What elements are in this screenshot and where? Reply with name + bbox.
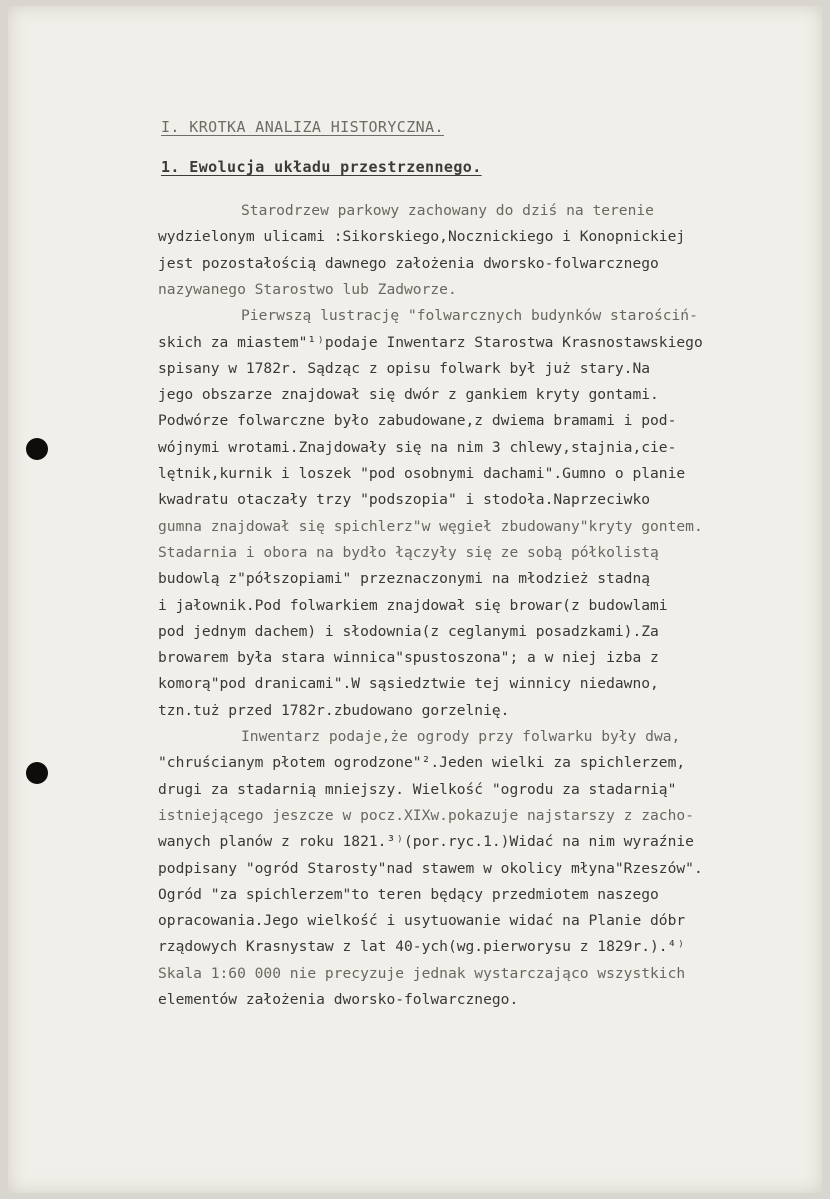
text-line: istniejącego jeszcze w pocz.XIXw.pokazuje najstarszy z zacho- — [158, 806, 694, 824]
punch-hole-lower — [26, 762, 48, 784]
section-heading: 1. Ewolucja układu przestrzennego. — [161, 158, 482, 176]
text-line: nazywanego Starostwo lub Zadworze. — [158, 280, 457, 298]
text-line: lętnik,kurnik i loszek "pod osobnymi dachami".Gumno o planie — [158, 465, 686, 482]
text-line: Podwórze folwarczne było zabudowane,z dwiema bramami i pod- — [158, 412, 677, 430]
text-line: Pierwszą lustrację "folwarcznych budynków starościń- — [241, 307, 698, 325]
text-line: skich za miastem"¹⁾podaje Inwentarz Starostwa Krasnostawskiego — [158, 333, 703, 351]
text-line: tzn.tuż przed 1782r.zbudowano gorzelnię. — [158, 701, 510, 719]
text-line: "chruścianym płotem ogrodzone"².Jeden wielki za spichlerzem, — [158, 754, 686, 772]
text-line: Starodrzew parkowy zachowany do dziś na terenie — [241, 202, 654, 219]
text-line: jest pozostałością dawnego założenia dworsko-folwarcznego — [158, 254, 659, 272]
text-line: podpisany "ogród Starosty"nad stawem w okolicy młyna"Rzeszów". — [158, 859, 703, 877]
text-line: Inwentarz podaje,że ogrody przy folwarku były dwa, — [241, 728, 681, 745]
text-line: Ogród "za spichlerzem"to teren będący przedmiotem naszego — [158, 885, 659, 903]
punch-hole-upper — [26, 438, 48, 460]
text-line: Skala 1:60 000 nie precyzuje jednak wystarczająco wszystkich — [158, 964, 686, 982]
chapter-heading: I. KROTKA ANALIZA HISTORYCZNA. — [161, 118, 444, 136]
text-line: rządowych Krasnystaw z lat 40-ych(wg.pierworysu z 1829r.).⁴⁾ — [158, 938, 686, 956]
text-line: kwadratu otaczały trzy "podszopia" i stodoła.Naprzeciwko — [158, 491, 651, 509]
text-line: elementów założenia dworsko-folwarcznego. — [158, 991, 519, 1008]
text-line: browarem była stara winnica"spustoszona"; a w niej izba z — [158, 649, 659, 667]
text-line: spisany w 1782r. Sądząc z opisu folwark był już stary.Na — [158, 359, 651, 377]
text-line: wydzielonym ulicami :Sikorskiego,Nocznickiego i Konopnickiej — [158, 228, 686, 246]
text-line: drugi za stadarnią mniejszy. Wielkość "ogrodu za stadarnią" — [158, 780, 677, 798]
text-line: i jałownik.Pod folwarkiem znajdował się browar(z budowlami — [158, 596, 668, 614]
document-page — [8, 6, 822, 1193]
text-line: Stadarnia i obora na bydło łączyły się ze sobą półkolistą — [158, 543, 659, 561]
text-line: wanych planów z roku 1821.³⁾(por.ryc.1.)Widać na nim wyraźnie — [158, 833, 694, 851]
text-line: gumna znajdował się spichlerz"w węgieł zbudowany"kryty gontem. — [158, 517, 703, 535]
text-line: pod jednym dachem) i słodownia(z ceglanymi posadzkami).Za — [158, 622, 659, 640]
text-line: wójnymi wrotami.Znajdowały się na nim 3 chlewy,stajnia,cie- — [158, 438, 677, 456]
text-line: jego obszarze znajdował się dwór z gankiem kryty gontami. — [158, 386, 659, 404]
text-line: komorą"pod dranicami".W sąsiedztwie tej winnicy niedawno, — [158, 675, 659, 693]
text-line: budowlą z"półszopiami" przeznaczonymi na młodzież stadną — [158, 570, 651, 588]
text-line: opracowania.Jego wielkość i usytuowanie widać na Planie dóbr — [158, 912, 686, 930]
